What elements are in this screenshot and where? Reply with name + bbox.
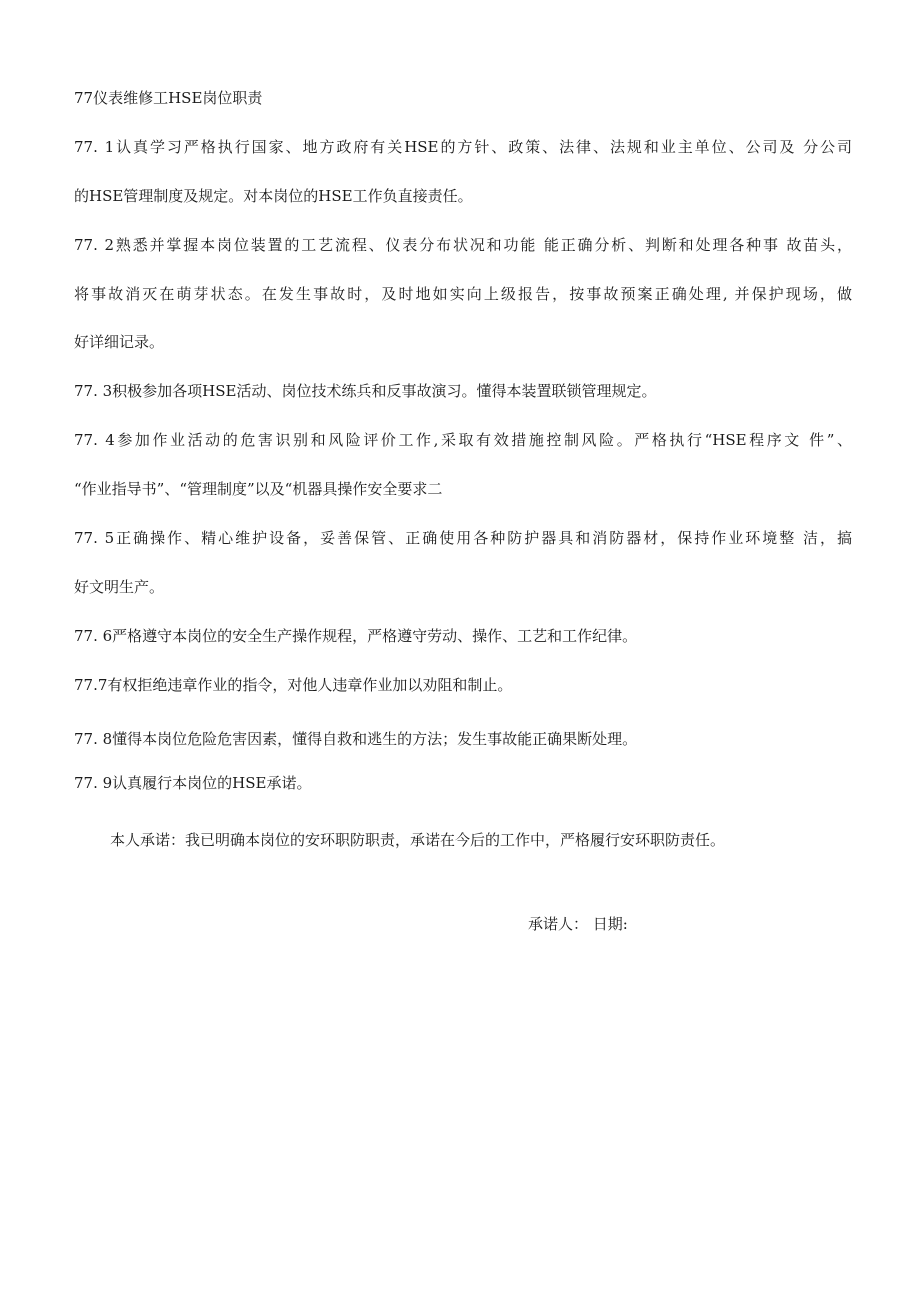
signature-line: 承诺人： 日期: bbox=[528, 915, 628, 933]
duty-line-11: 77. 6严格遵守本岗位的安全生产操作规程，严格遵守劳动、操作、工艺和工作纪律。 bbox=[74, 627, 638, 645]
duty-line-14: 77. 9认真履行本岗位的HSE承诺。 bbox=[74, 774, 312, 792]
document-title: 77仪表维修工HSE岗位职责 bbox=[74, 89, 263, 107]
duty-line-3: 77. 2熟悉并掌握本岗位装置的工艺流程、仪表分布状况和功能 能正确分析、判断和处理各种事 故苗头， bbox=[74, 236, 852, 254]
pledge-statement: 本人承诺：我已明确本岗位的安环职防职责，承诺在今后的工作中，严格履行安环职防责任。 bbox=[110, 831, 726, 849]
duty-line-9: 77. 5正确操作、精心维护设备，妥善保管、正确使用各种防护器具和消防器材，保持作业环境整 洁，搞 bbox=[74, 529, 852, 547]
duty-line-10: 好文明生产。 bbox=[74, 578, 165, 596]
duty-line-6: 77. 3积极参加各项HSE活动、岗位技术练兵和反事故演习。懂得本装置联锁管理规定。 bbox=[74, 382, 657, 400]
duty-line-5: 好详细记录。 bbox=[74, 333, 165, 351]
duty-line-4: 将事故消灭在萌芽状态。在发生事故时，及时地如实向上级报告，按事故预案正确处理, 并保护现场，做 bbox=[74, 285, 852, 303]
duty-line-7: 77. 4参加作业活动的危害识别和风险评价工作,采取有效措施控制风险。严格执行“HSE程序文 件”、 bbox=[74, 431, 852, 449]
duty-line-13: 77. 8懂得本岗位危险危害因素，懂得自救和逃生的方法；发生事故能正确果断处理。 bbox=[74, 730, 638, 748]
duty-line-1: 77. 1认真学习严格执行国家、地方政府有关HSE的方针、政策、法律、法规和业主单位、公司及 分公司 bbox=[74, 138, 852, 156]
duty-line-8: “作业指导书”、“管理制度”以及“机器具操作安全要求二 bbox=[74, 480, 443, 498]
duty-line-12: 77.7有权拒绝违章作业的指令，对他人违章作业加以劝阻和制止。 bbox=[74, 676, 513, 694]
duty-line-2: 的HSE管理制度及规定。对本岗位的HSE工作负直接责任。 bbox=[74, 187, 473, 205]
